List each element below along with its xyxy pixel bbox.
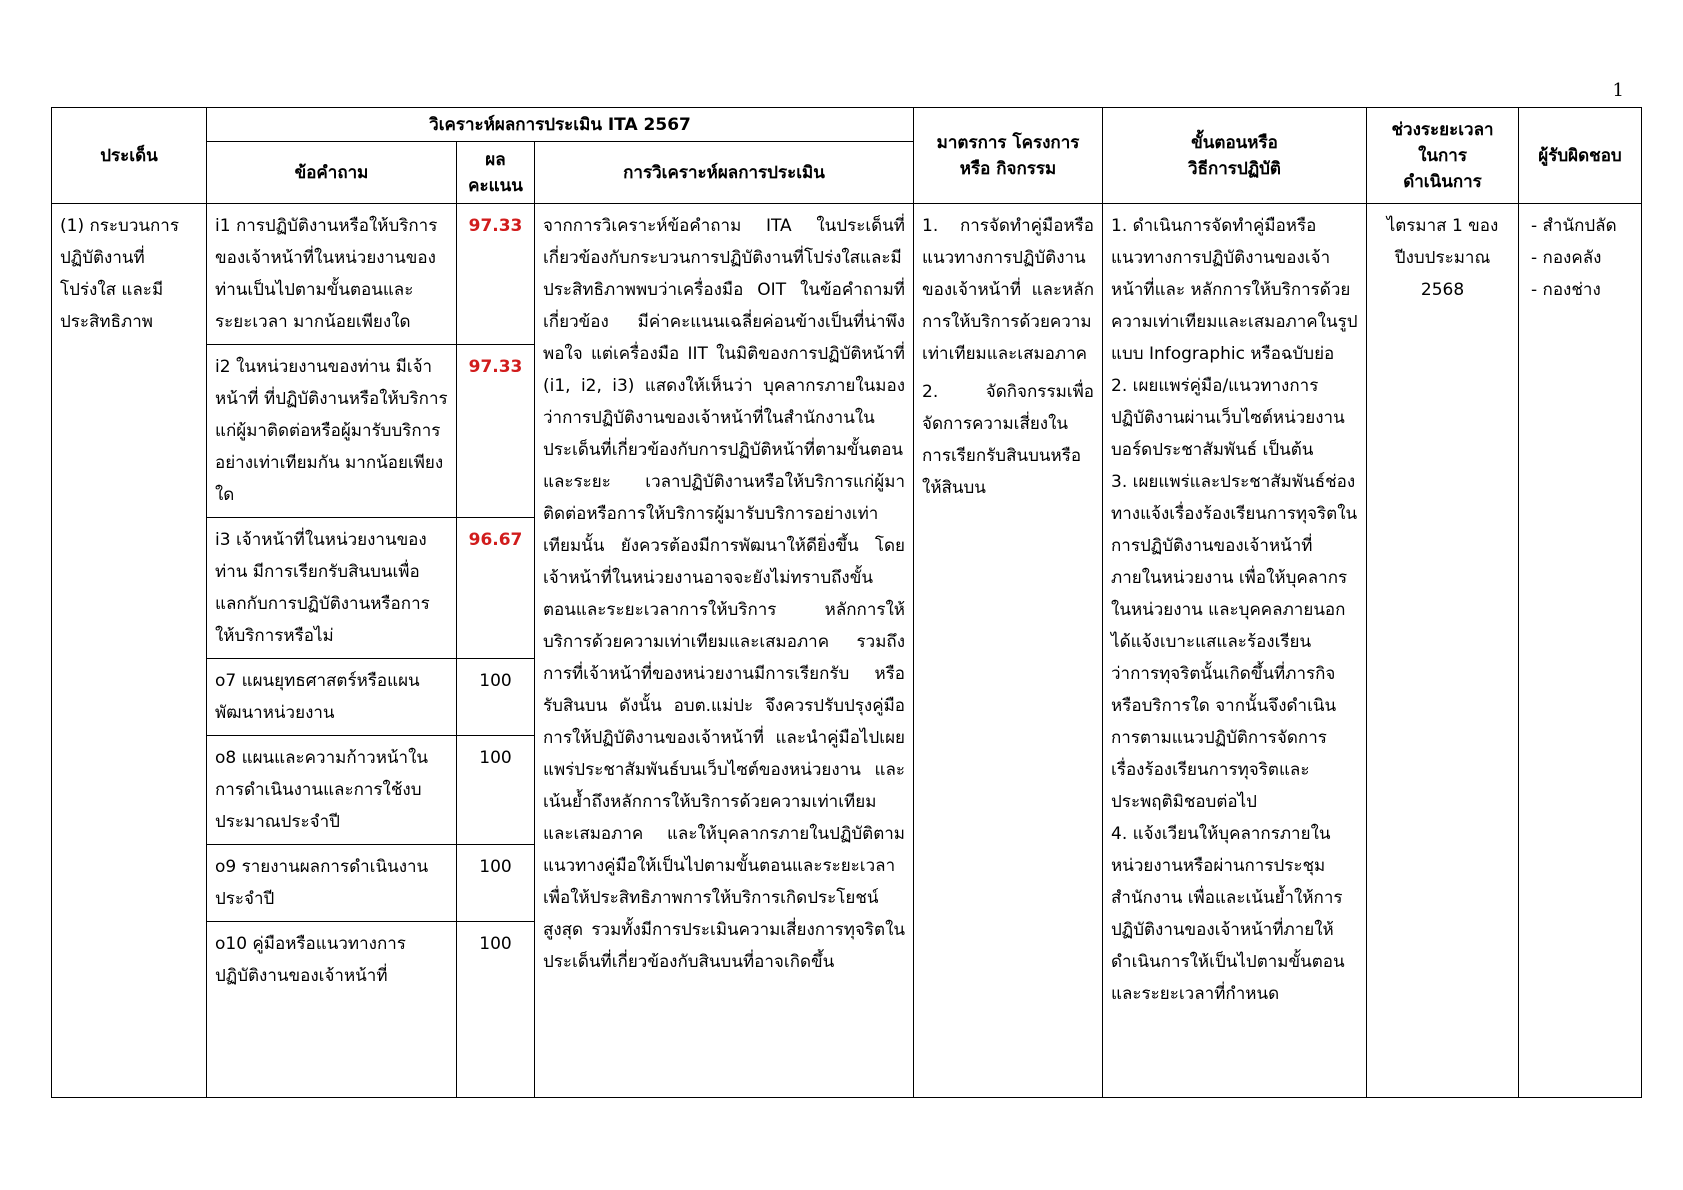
score-cell [457, 345, 535, 518]
responsible-item: - กองคลัง [1531, 248, 1602, 268]
header-score-line1: ผล [485, 149, 506, 170]
header-ita-group: วิเคราะห์ผลการประเมิน ITA 2567 [207, 108, 914, 142]
header-score-line2: คะแนน [468, 175, 523, 196]
table-row [52, 204, 1642, 345]
issue-cell [52, 204, 207, 1098]
question-text: o8 แผนและความก้าวหน้าในการดำเนินงานและการใช้งบประมาณประจำปี [215, 748, 429, 832]
header-steps-line1: ขั้นตอนหรือ [1191, 132, 1278, 153]
analysis-cell [535, 204, 914, 1098]
measure-item: 1. การจัดทำคู่มือหรือแนวทางการปฏิบัติงานของเจ้าหน้าที่ และหลักการให้บริการด้วยความเท่าเทียมและเสมอภาค [922, 216, 1095, 364]
header-measure-line1: มาตรการ โครงการ [936, 132, 1080, 153]
responsible-item: - กองช่าง [1531, 280, 1601, 300]
score-filler [457, 998, 535, 1098]
header-measure [914, 108, 1103, 204]
header-question: ข้อคำถาม [207, 142, 457, 204]
question-cell [207, 345, 457, 518]
measures-cell [914, 204, 1103, 1098]
score-value: 96.67 [468, 530, 523, 550]
header-measure-line2: หรือ กิจกรรม [959, 158, 1057, 179]
question-text: o7 แผนยุทธศาสตร์หรือแผนพัฒนาหน่วยงาน [215, 671, 420, 723]
step-item: 2. เผยแพร่คู่มือ/แนวทางการปฏิบัติงานผ่านเว็บไซต์หน่วยงาน บอร์ดประชาสัมพันธ์ เป็นต้น [1111, 376, 1345, 460]
responsible-cell [1519, 204, 1642, 1098]
question-text: i3 เจ้าหน้าที่ในหน่วยงานของท่าน มีการเรียกรับสินบนเพื่อแลกกับการปฏิบัติงานหรือการให้บริการหรือไม่ [215, 530, 430, 646]
period-text: ไตรมาส 1 ของปีงบประมาณ 2568 [1386, 216, 1499, 300]
score-cell [457, 204, 535, 345]
header-period-line1: ช่วงระยะเวลา [1391, 119, 1494, 140]
header-period [1367, 108, 1519, 204]
question-text: i2 ในหน่วยงานของท่าน มีเจ้าหน้าที่ ที่ปฏิบัติงานหรือให้บริการแก่ผู้มาติดต่อหรือผู้มารับบริการอย่างเท่าเทียมกัน มากน้อยเพียงใด [215, 357, 448, 505]
question-cell [207, 204, 457, 345]
header-period-line2: ในการ [1418, 145, 1467, 166]
score-cell [457, 845, 535, 922]
header-issue: ประเด็น [52, 108, 207, 204]
issue-text: (1) กระบวนการปฏิบัติงานที่โปร่งใส และมีประสิทธิภาพ [60, 216, 179, 332]
question-text: o10 คู่มือหรือแนวทางการปฏิบัติงานของเจ้าหน้าที่ [215, 934, 406, 986]
question-text: o9 รายงานผลการดำเนินงานประจำปี [215, 857, 429, 909]
score-cell [457, 736, 535, 845]
page-number: 1 [1612, 80, 1624, 101]
score-value: 100 [479, 671, 512, 691]
step-item: 4. แจ้งเวียนให้บุคลากรภายในหน่วยงานหรือผ่านการประชุมสำนักงาน เพื่อและเน้นย้ำให้การปฏิบัติงานของเจ้าหน้าที่ภายให้ดำเนินการให้เป็นไปตามขั้นตอนและระยะเวลาที่กำหนด [1111, 824, 1345, 1004]
question-filler [207, 998, 457, 1098]
header-period-line3: ดำเนินการ [1403, 171, 1482, 192]
step-item: 3. เผยแพร่และประชาสัมพันธ์ช่องทางแจ้งเรื่องร้องเรียนการทุจริตในการปฏิบัติงานของเจ้าหน้าที่ภายในหน่วยงาน เพื่อให้บุคลากร ในหน่วยงาน และบุคคลภายนอก ได้แจ้งเบาะแสและร้องเรียนว่าการทุจริตนั้นเกิดขึ้นที่ภารกิจหรือบริการใด จากนั้นจึงดำเนินการตามแนวปฏิบัติการจัดการเรื่องร้องเรียนการทุจริตและประพฤติมิชอบต่อไป [1111, 472, 1358, 812]
responsible-item: - สำนักปลัด [1531, 216, 1617, 236]
question-cell [207, 518, 457, 659]
analysis-text: จากการวิเคราะห์ข้อคำถาม ITA ในประเด็นที่เกี่ยวข้องกับกระบวนการปฏิบัติงานที่โปร่งใสและมีประสิทธิภาพพบว่าเครื่องมือ OIT ในข้อคำถามที่เกี่ยวข้อง มีค่าคะแนนเฉลี่ยค่อนข้างเป็นที่น่าพึงพอใจ แต่เครื่องมือ IIT ในมิติของการปฏิบัติหน้าที่ (i1, i2, i3) แสดงให้เห็นว่า บุคลากรภายในมองว่าการปฏิบัติงานของเจ้าหน้าที่ในสำนักงานในประเด็นที่เกี่ยวข้องกับการปฏิบัติหน้าที่ตามขั้นตอน และระยะ เวลาปฏิบัติงานหรือให้บริการแก่ผู้มาติดต่อหรือการให้บริการผู้มารับบริการอย่างเท่าเทียมนั้น ยังควรต้องมีการพัฒนาให้ดียิ่งขึ้น โดยเจ้าหน้าที่ในหน่วยงานอาจจะยังไม่ทราบถึงขั้นตอนและระยะเวลาการให้บริการ หลักการให้บริการด้วยความเท่าเทียมและเสมอภาค รวมถึงการที่เจ้าหน้าที่ของหน่วยงานมีการเรียกรับ หรือรับสินบน ดังนั้น อบต.แม่ปะ จึงควรปรับปรุงคู่มือการให้ปฏิบัติงานของเจ้าหน้าที่ และนำคู่มือไปเผยแพร่ประชาสัมพันธ์บนเว็บไซต์ของหน่วยงาน และเน้นย้ำถึงหลักการให้บริการด้วยความเท่าเทียมและเสมอภาค และให้บุคลากรภายในปฏิบัติตามแนวทางคู่มือให้เป็นไปตามขั้นตอนและระยะเวลาเพื่อให้ประสิทธิภาพการให้บริการเกิดประโยชน์สูงสุด รวมทั้งมีการประเมินความเสี่ยงการทุจริตในประเด็นที่เกี่ยวข้องกับสินบนที่อาจเกิดขึ้น [543, 216, 906, 972]
steps-cell [1103, 204, 1367, 1098]
score-cell [457, 922, 535, 999]
header-steps-line2: วิธีการปฏิบัติ [1188, 158, 1281, 179]
score-cell [457, 659, 535, 736]
question-text: i1 การปฏิบัติงานหรือให้บริการของเจ้าหน้าที่ในหน่วยงานของท่านเป็นไปตามขั้นตอนและระยะเวลา มากน้อยเพียงใด [215, 216, 438, 332]
responsible-list [1519, 204, 1641, 312]
score-cell [457, 518, 535, 659]
step-item: 1. ดำเนินการจัดทำคู่มือหรือแนวทางการปฏิบัติงานของเจ้าหน้าที่และ หลักการให้บริการด้วยความเท่าเทียมและเสมอภาคในรูปแบบ Infographic หรือฉบับย่อ [1111, 216, 1358, 364]
score-value: 97.33 [468, 216, 523, 236]
measure-item: 2. จัดกิจกรรมเพื่อจัดการความเสี่ยงในการเรียกรับสินบนหรือให้สินบน [922, 382, 1095, 498]
ita-analysis-table [51, 107, 1642, 1098]
question-cell [207, 922, 457, 999]
score-value: 100 [479, 857, 512, 877]
question-cell [207, 845, 457, 922]
score-value: 97.33 [468, 357, 523, 377]
period-cell [1367, 204, 1519, 1098]
question-cell [207, 659, 457, 736]
header-score [457, 142, 535, 204]
score-value: 100 [479, 748, 512, 768]
score-value: 100 [479, 934, 512, 954]
question-cell [207, 736, 457, 845]
header-steps [1103, 108, 1367, 204]
header-analysis: การวิเคราะห์ผลการประเมิน [535, 142, 914, 204]
header-responsible: ผู้รับผิดชอบ [1519, 108, 1642, 204]
